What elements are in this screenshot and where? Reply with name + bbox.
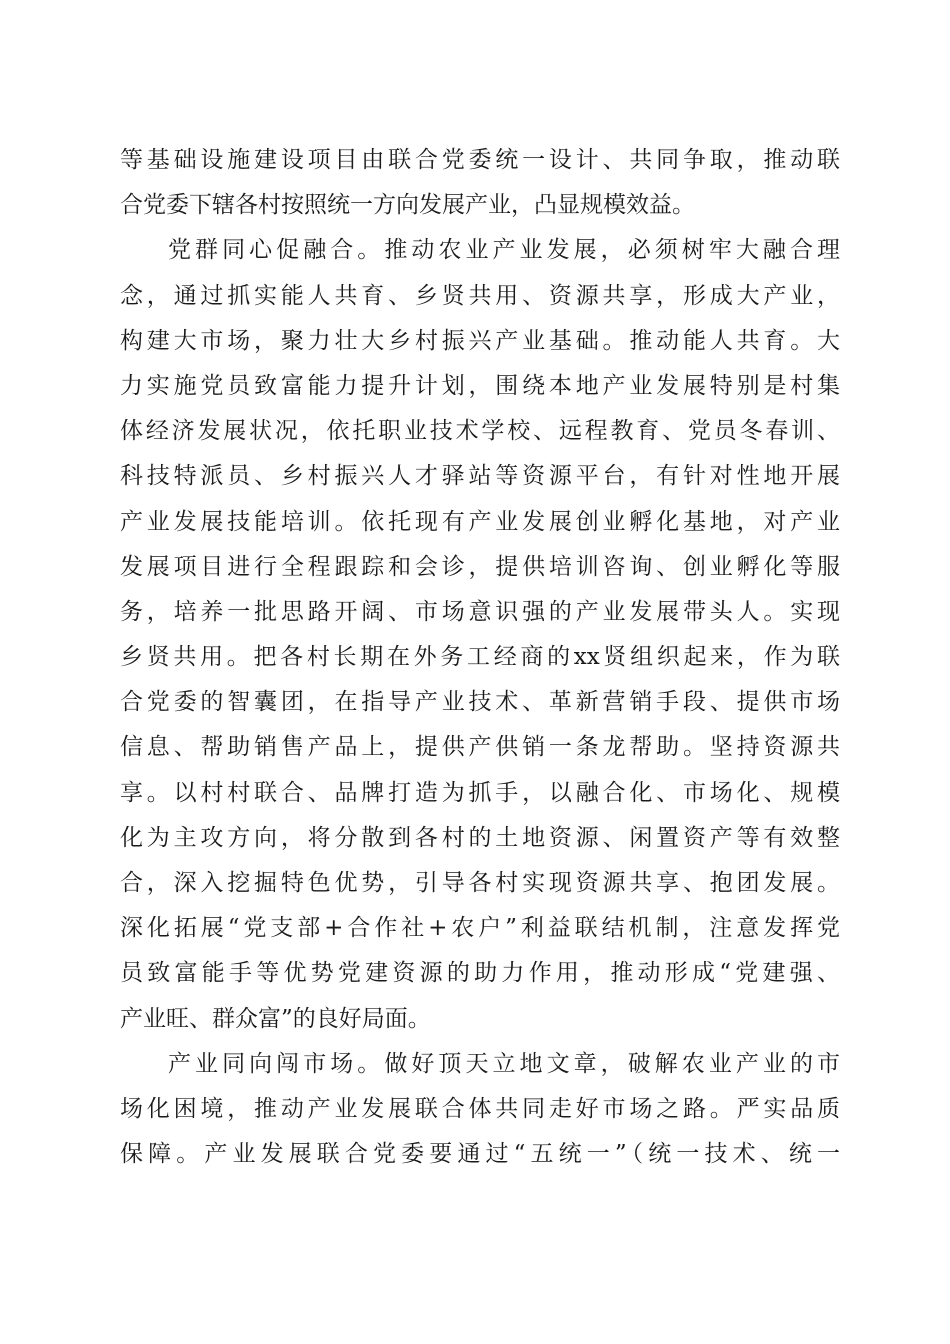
text-line: 员致富能手等优势党建资源的助力作用，推动形成“党建强、 (120, 960, 840, 987)
text-line: 念，通过抓实能人共育、乡贤共用、资源共享，形成大产业， (120, 282, 840, 309)
text-line: 构建大市场，聚力壮大乡村振兴产业基础。推动能人共育。大 (120, 327, 840, 354)
text-line: 场化困境，推动产业发展联合体共同走好市场之路。严实品质 (120, 1095, 840, 1122)
text-line: 科技特派员、乡村振兴人才驿站等资源平台，有针对性地开展 (120, 463, 840, 490)
text-line: 力实施党员致富能力提升计划，围绕本地产业发展特别是村集 (120, 372, 840, 399)
text-line: 等基础设施建设项目由联合党委统一设计、共同争取，推动联 (120, 147, 840, 173)
text-line: 产业旺、群众富”的良好局面。 (120, 1005, 431, 1032)
text-line: 产业发展技能培训。依托现有产业发展创业孵化基地，对产业 (120, 508, 840, 535)
text-line: 保障。产业发展联合党委要通过“五统一”（统一技术、统一 (120, 1141, 840, 1168)
text-line: 党群同心促融合。推动农业产业发展，必须树牢大融合理 (168, 237, 840, 264)
body-text (120, 138, 840, 1177)
text-line: 合，深入挖掘特色优势，引导各村实现资源共享、抱团发展。 (120, 870, 840, 896)
text-line: 体经济发展状况，依托职业技术学校、远程教育、党员冬春训、 (120, 418, 840, 445)
text-line: 深化拓展“党支部+合作社+农户”利益联结机制，注意发挥党 (120, 915, 840, 942)
text-line: 乡贤共用。把各村长期在外务工经商的xx贤组织起来，作为联 (120, 644, 840, 671)
text-line: 享。以村村联合、品牌打造为抓手，以融合化、市场化、规模 (120, 779, 840, 806)
text-line: 合党委的智囊团，在指导产业技术、革新营销手段、提供市场 (120, 689, 840, 716)
text-line: 产业同向闯市场。做好顶天立地文章，破解农业产业的市 (168, 1050, 840, 1077)
text-line: 信息、帮助销售产品上，提供产供销一条龙帮助。坚持资源共 (120, 734, 840, 761)
text-line: 化为主攻方向，将分散到各村的土地资源、闲置资产等有效整 (120, 824, 840, 851)
text-line: 发展项目进行全程跟踪和会诊，提供培训咨询、创业孵化等服 (120, 553, 840, 580)
text-line: 务，培养一批思路开阔、市场意识强的产业发展带头人。实现 (120, 598, 840, 625)
text-line: 合党委下辖各村按照统一方向发展产业，凸显规模效益。 (120, 192, 695, 219)
